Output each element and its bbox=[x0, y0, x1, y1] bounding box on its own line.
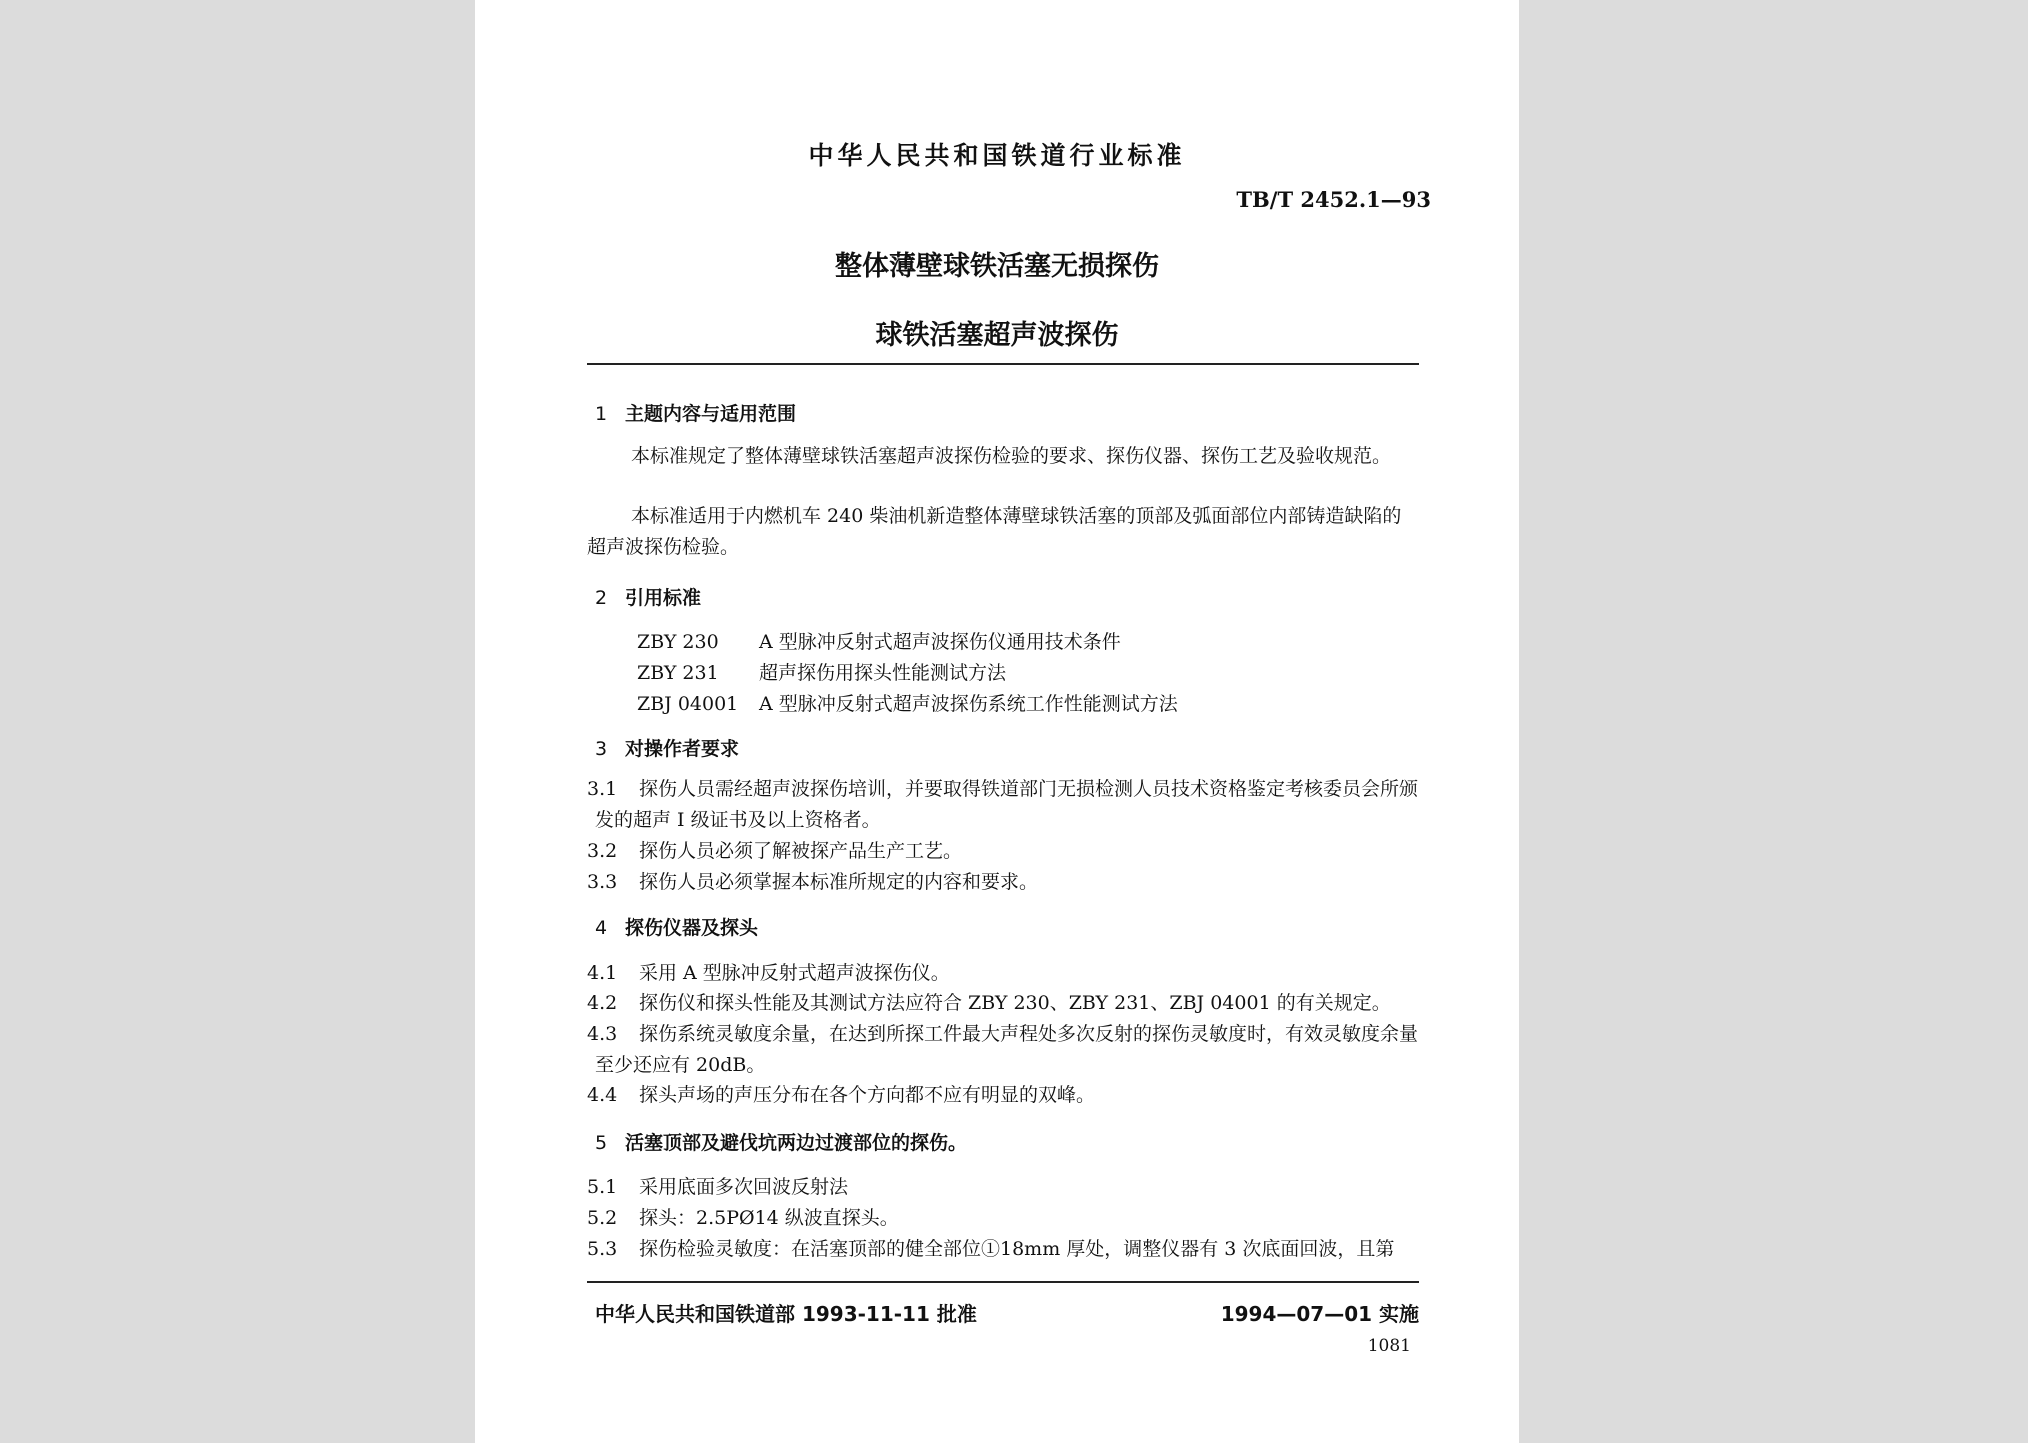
main-title-line1: 整体薄壁球铁活塞无损探伤 bbox=[835, 251, 1159, 282]
clause-3-1: 3.1 探伤人员需经超声波探伤培训，并要取得铁道部门无损检测人员技术资格鉴定考核委员会所颁发的超声 I 级证书及以上资格者。 bbox=[587, 778, 1419, 831]
clause-3-2: 3.2 探伤人员必须了解被探产品生产工艺。 bbox=[587, 840, 963, 862]
section-1-heading: 1 主题内容与适用范围 bbox=[595, 403, 797, 425]
clause-5-1: 5.1 采用底面多次回波反射法 bbox=[587, 1176, 849, 1198]
clause-4-3: 4.3 探伤系统灵敏度余量，在达到所探工件最大声程处多次反射的探伤灵敏度时，有效灵敏度余量至少还应有 20dB。 bbox=[587, 1023, 1419, 1076]
reference-row: ZBJ 04001 A 型脉冲反射式超声波探伤系统工作性能测试方法 bbox=[637, 693, 1178, 715]
clause-4-4: 4.4 探头声场的声压分布在各个方向都不应有明显的双峰。 bbox=[587, 1084, 1096, 1106]
clause-5-3: 5.3 探伤检验灵敏度：在活塞顶部的健全部位①18mm 厚处，调整仪器有 3 次底面回波，且第 bbox=[587, 1238, 1395, 1260]
approval-date: 中华人民共和国铁道部 1993-11-11 批准 bbox=[595, 1302, 977, 1326]
section-3-heading: 3 对操作者要求 bbox=[595, 738, 740, 760]
clause-4-2: 4.2 探伤仪和探头性能及其测试方法应符合 ZBY 230、ZBY 231、ZBJ 04001 的有关规定。 bbox=[587, 992, 1391, 1014]
clause-3-3: 3.3 探伤人员必须掌握本标准所规定的内容和要求。 bbox=[587, 871, 1039, 893]
title-divider bbox=[587, 363, 1419, 365]
reference-row: ZBY 231 超声探伤用探头性能测试方法 bbox=[637, 662, 1007, 684]
section-5-heading: 5 活塞顶部及避伐坑两边过渡部位的探伤。 bbox=[595, 1132, 968, 1154]
clause-5-2: 5.2 探头：2.5PØ14 纵波直探头。 bbox=[587, 1207, 899, 1229]
document-page bbox=[475, 0, 1519, 1443]
section-4-heading: 4 探伤仪器及探头 bbox=[595, 917, 759, 939]
clause-4-1: 4.1 采用 A 型脉冲反射式超声波探伤仪。 bbox=[587, 962, 950, 984]
section-1-paragraph-1: 本标准规定了整体薄壁球铁活塞超声波探伤检验的要求、探伤仪器、探伤工艺及验收规范。 bbox=[631, 445, 1392, 467]
reference-row: ZBY 230 A 型脉冲反射式超声波探伤仪通用技术条件 bbox=[637, 631, 1121, 653]
header-title: 中华人民共和国铁道行业标准 bbox=[808, 141, 1186, 170]
implementation-date: 1994—07—01 实施 bbox=[1220, 1302, 1419, 1326]
main-title-line2: 球铁活塞超声波探伤 bbox=[875, 320, 1119, 351]
standard-code: TB/T 2452.1—93 bbox=[1236, 187, 1431, 212]
section-1-paragraph-2: 本标准适用于内燃机车 240 柴油机新造整体薄壁球铁活塞的顶部及弧面部位内部铸造缺陷的超声波探伤检验。 bbox=[587, 505, 1402, 558]
section-2-heading: 2 引用标准 bbox=[595, 587, 702, 609]
footer-divider bbox=[587, 1281, 1419, 1283]
page-number: 1081 bbox=[1367, 1336, 1411, 1356]
